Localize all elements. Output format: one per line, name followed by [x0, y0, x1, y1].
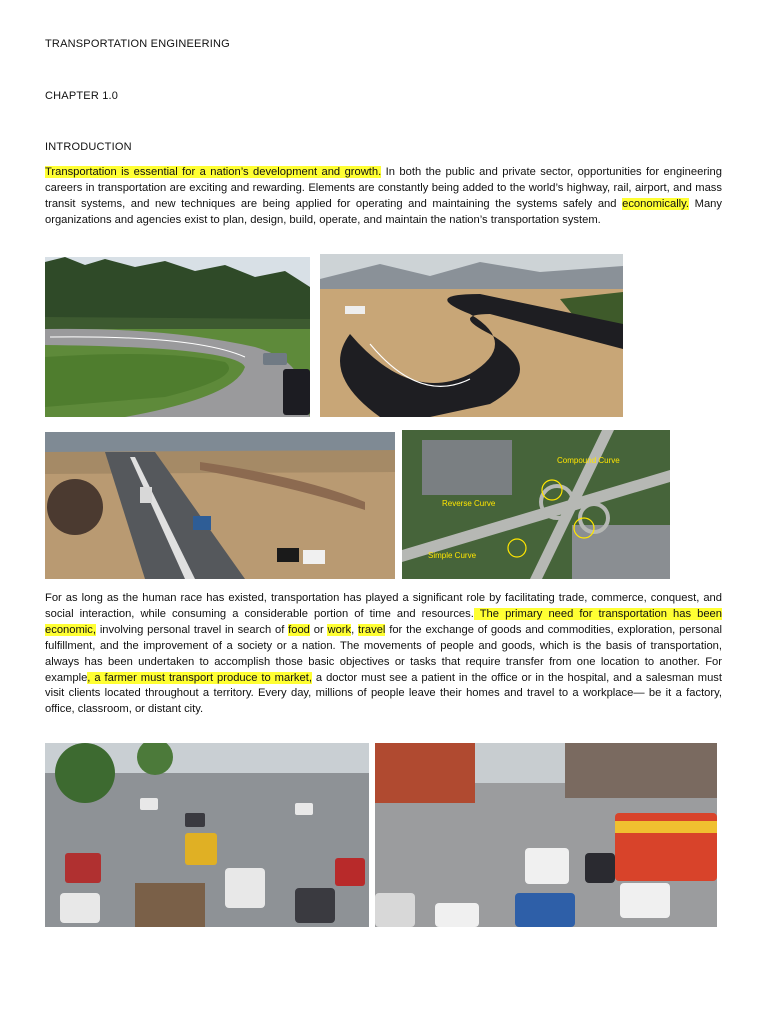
- body-paragraph: [45, 591, 722, 718]
- traffic-jam-photo: [45, 743, 369, 927]
- highlight-text: food: [288, 623, 310, 636]
- highlight-text: , a farmer must transport produce to market,: [87, 671, 312, 684]
- section-heading: INTRODUCTION: [45, 141, 132, 153]
- paragraph-text: for the exchange of goods and commodities, exploration, personal fulfillment, and the improvement of a society or a nation. The movements of people and goods, which is the basis of transportation, always has been undertaken to accomplish those basic objectives or tasks that require transfer from one location to another. For example: [45, 623, 722, 684]
- paragraph-text: In both the public and private sector, opportunities for engineering careers in transportation are exciting and rewarding. Elements are constantly being added to the world’s highway, rail, airport, and mass transit systems, and new techniques are being applied for operating and maintaining the systems safely and: [45, 166, 722, 210]
- paragraph-text: involving personal travel in search of: [96, 623, 289, 636]
- document-title: TRANSPORTATION ENGINEERING: [45, 38, 230, 50]
- highlight-text: work: [327, 623, 352, 636]
- compound-curve-label: Compound Curve: [557, 456, 620, 465]
- paragraph-text: For as long as the human race has existed, transportation has played a significant role by facilitating trade, commerce, conquest, and social interaction, while consuming a considerable portion of time and resources.: [45, 592, 722, 620]
- highlight-text: travel: [358, 623, 386, 636]
- highway-curve-photo: [45, 257, 310, 417]
- interchange-aerial-photo: [402, 430, 670, 579]
- winding-road-photo: [320, 254, 623, 417]
- highlight-text: economically.: [622, 197, 690, 210]
- highlight-text: The primary need for transportation has been economic,: [45, 607, 722, 636]
- paragraph-text: ,: [351, 623, 359, 636]
- paragraph-text: a doctor must see a patient in the office or in the hospital, and a salesman must visit clients located throughout a territory. Every day, millions of people leave their homes and travel to a workplace— be it a factory, office, classroom, or distant city.: [45, 671, 722, 716]
- highlight-text: Transportation is essential for a nation’s development and growth.: [45, 166, 382, 178]
- reverse-curve-label: Reverse Curve: [442, 499, 496, 508]
- paragraph-text: or: [309, 623, 328, 636]
- paragraph-text: Many organizations and agencies exist to plan, design, build, operate, and maintain the nation’s transportation system.: [45, 197, 722, 226]
- city-traffic-photo: [375, 743, 717, 927]
- simple-curve-label: Simple Curve: [428, 551, 477, 560]
- intro-paragraph: [45, 165, 722, 229]
- highway-railway-photo: [45, 432, 395, 579]
- chapter-label: CHAPTER 1.0: [45, 90, 119, 102]
